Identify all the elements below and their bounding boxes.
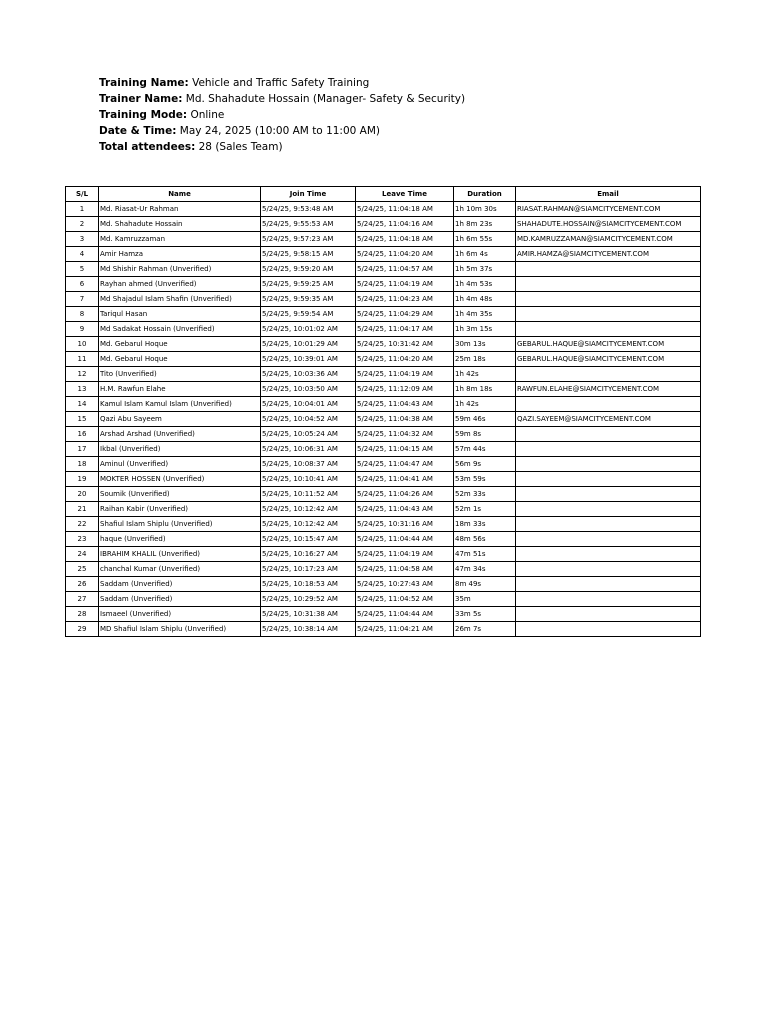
- cell-name: IBRAHIM KHALIL (Unverified): [99, 547, 261, 562]
- cell-name: Md. Gebarul Hoque: [99, 337, 261, 352]
- cell-leave-time: 5/24/25, 10:31:16 AM: [356, 517, 454, 532]
- cell-leave-time: 5/24/25, 11:04:20 AM: [356, 247, 454, 262]
- cell-email: AMIR.HAMZA@SIAMCITYCEMENT.COM: [516, 247, 701, 262]
- cell-leave-time: 5/24/25, 11:04:18 AM: [356, 202, 454, 217]
- table-row: [66, 577, 701, 592]
- cell-email: RAWFUN.ELAHE@SIAMCITYCEMENT.COM: [516, 382, 701, 397]
- training-name-value: Vehicle and Traffic Safety Training: [192, 77, 370, 89]
- table-row: [66, 232, 701, 247]
- table-row: [66, 352, 701, 367]
- cell-email: [516, 457, 701, 472]
- training-info: [99, 75, 465, 155]
- cell-email: [516, 622, 701, 637]
- cell-name: Md Shajadul Islam Shafin (Unverified): [99, 292, 261, 307]
- cell-sl: 25: [66, 562, 99, 577]
- cell-sl: 14: [66, 397, 99, 412]
- trainer-name-value: Md. Shahadute Hossain (Manager- Safety & Security): [185, 93, 466, 105]
- cell-name: Md. Shahadute Hossain: [99, 217, 261, 232]
- cell-sl: 19: [66, 472, 99, 487]
- cell-name: Md. Gebarul Hoque: [99, 352, 261, 367]
- cell-name: Ismaeel (Unverified): [99, 607, 261, 622]
- attendees-label: Total attendees:: [99, 141, 196, 153]
- table-row: [66, 292, 701, 307]
- cell-email: [516, 442, 701, 457]
- cell-leave-time: 5/24/25, 11:04:23 AM: [356, 292, 454, 307]
- table-row: [66, 427, 701, 442]
- cell-sl: 10: [66, 337, 99, 352]
- cell-leave-time: 5/24/25, 11:04:15 AM: [356, 442, 454, 457]
- cell-join-time: 5/24/25, 10:31:38 AM: [261, 607, 356, 622]
- table-row: [66, 322, 701, 337]
- cell-duration: 1h 42s: [454, 397, 516, 412]
- table-row: [66, 262, 701, 277]
- table-row: [66, 307, 701, 322]
- cell-leave-time: 5/24/25, 11:04:16 AM: [356, 217, 454, 232]
- cell-leave-time: 5/24/25, 11:04:41 AM: [356, 472, 454, 487]
- cell-leave-time: 5/24/25, 11:04:19 AM: [356, 277, 454, 292]
- cell-duration: 1h 4m 35s: [454, 307, 516, 322]
- cell-sl: 11: [66, 352, 99, 367]
- cell-join-time: 5/24/25, 10:04:52 AM: [261, 412, 356, 427]
- cell-leave-time: 5/24/25, 10:27:43 AM: [356, 577, 454, 592]
- cell-duration: 59m 8s: [454, 427, 516, 442]
- cell-sl: 6: [66, 277, 99, 292]
- datetime-line: [99, 123, 465, 139]
- table-row: [66, 487, 701, 502]
- cell-duration: 25m 18s: [454, 352, 516, 367]
- cell-name: MD Shafiul Islam Shiplu (Unverified): [99, 622, 261, 637]
- cell-sl: 28: [66, 607, 99, 622]
- cell-duration: 57m 44s: [454, 442, 516, 457]
- cell-email: [516, 262, 701, 277]
- cell-email: GEBARUL.HAQUE@SIAMCITYCEMENT.COM: [516, 337, 701, 352]
- cell-join-time: 5/24/25, 10:03:50 AM: [261, 382, 356, 397]
- cell-join-time: 5/24/25, 10:10:41 AM: [261, 472, 356, 487]
- cell-join-time: 5/24/25, 10:15:47 AM: [261, 532, 356, 547]
- training-mode-line: [99, 107, 465, 123]
- cell-join-time: 5/24/25, 10:39:01 AM: [261, 352, 356, 367]
- cell-join-time: 5/24/25, 10:01:29 AM: [261, 337, 356, 352]
- cell-leave-time: 5/24/25, 11:04:44 AM: [356, 607, 454, 622]
- cell-email: [516, 517, 701, 532]
- cell-sl: 12: [66, 367, 99, 382]
- cell-sl: 18: [66, 457, 99, 472]
- cell-join-time: 5/24/25, 10:16:27 AM: [261, 547, 356, 562]
- cell-duration: 1h 8m 23s: [454, 217, 516, 232]
- cell-email: [516, 427, 701, 442]
- cell-join-time: 5/24/25, 9:59:20 AM: [261, 262, 356, 277]
- cell-sl: 21: [66, 502, 99, 517]
- cell-leave-time: 5/24/25, 11:04:21 AM: [356, 622, 454, 637]
- cell-sl: 24: [66, 547, 99, 562]
- cell-join-time: 5/24/25, 9:59:25 AM: [261, 277, 356, 292]
- cell-leave-time: 5/24/25, 11:04:58 AM: [356, 562, 454, 577]
- cell-duration: 1h 8m 18s: [454, 382, 516, 397]
- cell-leave-time: 5/24/25, 11:04:26 AM: [356, 487, 454, 502]
- table-row: [66, 367, 701, 382]
- cell-leave-time: 5/24/25, 11:04:32 AM: [356, 427, 454, 442]
- cell-name: Raihan Kabir (Unverified): [99, 502, 261, 517]
- table-row: [66, 622, 701, 637]
- column-header-join-time: Join Time: [261, 187, 356, 202]
- cell-sl: 20: [66, 487, 99, 502]
- cell-join-time: 5/24/25, 9:55:53 AM: [261, 217, 356, 232]
- cell-sl: 5: [66, 262, 99, 277]
- cell-leave-time: 5/24/25, 10:31:42 AM: [356, 337, 454, 352]
- cell-join-time: 5/24/25, 10:05:24 AM: [261, 427, 356, 442]
- cell-name: Md Sadakat Hossain (Unverified): [99, 322, 261, 337]
- cell-join-time: 5/24/25, 10:12:42 AM: [261, 517, 356, 532]
- cell-email: QAZI.SAYEEM@SIAMCITYCEMENT.COM: [516, 412, 701, 427]
- cell-leave-time: 5/24/25, 11:04:20 AM: [356, 352, 454, 367]
- cell-duration: 30m 13s: [454, 337, 516, 352]
- training-name-line: [99, 75, 465, 91]
- cell-duration: 1h 10m 30s: [454, 202, 516, 217]
- cell-join-time: 5/24/25, 9:59:54 AM: [261, 307, 356, 322]
- cell-name: Tito (Unverified): [99, 367, 261, 382]
- table-row: [66, 202, 701, 217]
- cell-name: Amir Hamza: [99, 247, 261, 262]
- cell-duration: 1h 3m 15s: [454, 322, 516, 337]
- cell-leave-time: 5/24/25, 11:04:52 AM: [356, 592, 454, 607]
- cell-sl: 17: [66, 442, 99, 457]
- cell-email: [516, 322, 701, 337]
- cell-join-time: 5/24/25, 10:29:52 AM: [261, 592, 356, 607]
- datetime-value: May 24, 2025 (10:00 AM to 11:00 AM): [179, 125, 381, 137]
- cell-leave-time: 5/24/25, 11:04:57 AM: [356, 262, 454, 277]
- table-row: [66, 337, 701, 352]
- table-row: [66, 412, 701, 427]
- column-header-sl: S/L: [66, 187, 99, 202]
- cell-email: [516, 307, 701, 322]
- cell-sl: 26: [66, 577, 99, 592]
- cell-leave-time: 5/24/25, 11:04:18 AM: [356, 232, 454, 247]
- cell-join-time: 5/24/25, 10:18:53 AM: [261, 577, 356, 592]
- cell-duration: 1h 6m 55s: [454, 232, 516, 247]
- cell-sl: 15: [66, 412, 99, 427]
- cell-email: [516, 562, 701, 577]
- cell-leave-time: 5/24/25, 11:04:19 AM: [356, 367, 454, 382]
- cell-email: GEBARUL.HAQUE@SIAMCITYCEMENT.COM: [516, 352, 701, 367]
- cell-duration: 59m 46s: [454, 412, 516, 427]
- cell-sl: 8: [66, 307, 99, 322]
- cell-duration: 47m 51s: [454, 547, 516, 562]
- cell-name: Md. Kamruzzaman: [99, 232, 261, 247]
- cell-leave-time: 5/24/25, 11:04:47 AM: [356, 457, 454, 472]
- cell-join-time: 5/24/25, 9:57:23 AM: [261, 232, 356, 247]
- table-row: [66, 397, 701, 412]
- cell-email: RIASAT.RAHMAN@SIAMCITYCEMENT.COM: [516, 202, 701, 217]
- table-row: [66, 457, 701, 472]
- cell-name: Soumik (Unverified): [99, 487, 261, 502]
- trainer-name-label: Trainer Name:: [99, 93, 183, 105]
- cell-join-time: 5/24/25, 10:04:01 AM: [261, 397, 356, 412]
- cell-join-time: 5/24/25, 10:17:23 AM: [261, 562, 356, 577]
- cell-sl: 9: [66, 322, 99, 337]
- cell-sl: 22: [66, 517, 99, 532]
- cell-email: [516, 397, 701, 412]
- cell-join-time: 5/24/25, 10:08:37 AM: [261, 457, 356, 472]
- cell-name: Tariqul Hasan: [99, 307, 261, 322]
- column-header-duration: Duration: [454, 187, 516, 202]
- cell-name: chanchal Kumar (Unverified): [99, 562, 261, 577]
- cell-name: Kamul Islam Kamul Islam (Unverified): [99, 397, 261, 412]
- cell-duration: 26m 7s: [454, 622, 516, 637]
- cell-name: Saddam (Unverified): [99, 577, 261, 592]
- cell-sl: 13: [66, 382, 99, 397]
- cell-name: Md Shishir Rahman (Unverified): [99, 262, 261, 277]
- table-row: [66, 472, 701, 487]
- cell-name: Aminul (Unverified): [99, 457, 261, 472]
- cell-sl: 2: [66, 217, 99, 232]
- cell-join-time: 5/24/25, 9:53:48 AM: [261, 202, 356, 217]
- cell-sl: 4: [66, 247, 99, 262]
- attendees-line: [99, 139, 465, 155]
- cell-join-time: 5/24/25, 10:38:14 AM: [261, 622, 356, 637]
- table-row: [66, 562, 701, 577]
- cell-join-time: 5/24/25, 10:01:02 AM: [261, 322, 356, 337]
- cell-duration: 18m 33s: [454, 517, 516, 532]
- cell-leave-time: 5/24/25, 11:04:43 AM: [356, 397, 454, 412]
- cell-duration: 1h 4m 48s: [454, 292, 516, 307]
- cell-sl: 7: [66, 292, 99, 307]
- attendance-table: [65, 186, 701, 637]
- cell-email: [516, 277, 701, 292]
- cell-duration: 1h 6m 4s: [454, 247, 516, 262]
- cell-duration: 8m 49s: [454, 577, 516, 592]
- cell-leave-time: 5/24/25, 11:04:38 AM: [356, 412, 454, 427]
- table-row: [66, 217, 701, 232]
- table-row: [66, 532, 701, 547]
- cell-duration: 53m 59s: [454, 472, 516, 487]
- cell-duration: 1h 5m 37s: [454, 262, 516, 277]
- cell-name: Shafiul Islam Shiplu (Unverified): [99, 517, 261, 532]
- cell-sl: 29: [66, 622, 99, 637]
- cell-email: [516, 577, 701, 592]
- cell-email: [516, 502, 701, 517]
- training-name-label: Training Name:: [99, 77, 189, 89]
- cell-leave-time: 5/24/25, 11:04:44 AM: [356, 532, 454, 547]
- column-header-email: Email: [516, 187, 701, 202]
- cell-leave-time: 5/24/25, 11:12:09 AM: [356, 382, 454, 397]
- cell-join-time: 5/24/25, 10:12:42 AM: [261, 502, 356, 517]
- cell-sl: 27: [66, 592, 99, 607]
- cell-sl: 3: [66, 232, 99, 247]
- cell-duration: 35m: [454, 592, 516, 607]
- cell-leave-time: 5/24/25, 11:04:19 AM: [356, 547, 454, 562]
- table-body: [66, 202, 701, 637]
- cell-sl: 16: [66, 427, 99, 442]
- cell-email: [516, 532, 701, 547]
- table-row: [66, 277, 701, 292]
- cell-duration: 1h 42s: [454, 367, 516, 382]
- cell-email: [516, 472, 701, 487]
- cell-duration: 52m 1s: [454, 502, 516, 517]
- cell-leave-time: 5/24/25, 11:04:29 AM: [356, 307, 454, 322]
- attendees-value: 28 (Sales Team): [198, 141, 283, 153]
- cell-name: Md. Riasat-Ur Rahman: [99, 202, 261, 217]
- cell-name: H.M. Rawfun Elahe: [99, 382, 261, 397]
- table-row: [66, 517, 701, 532]
- training-mode-value: Online: [190, 109, 225, 121]
- column-header-leave-time: Leave Time: [356, 187, 454, 202]
- cell-join-time: 5/24/25, 10:03:36 AM: [261, 367, 356, 382]
- table-row: [66, 607, 701, 622]
- cell-leave-time: 5/24/25, 11:04:17 AM: [356, 322, 454, 337]
- table-row: [66, 502, 701, 517]
- cell-name: MOKTER HOSSEN (Unverified): [99, 472, 261, 487]
- cell-sl: 23: [66, 532, 99, 547]
- cell-email: [516, 487, 701, 502]
- table-row: [66, 442, 701, 457]
- cell-email: [516, 367, 701, 382]
- cell-email: [516, 607, 701, 622]
- cell-name: Rayhan ahmed (Unverified): [99, 277, 261, 292]
- cell-email: [516, 547, 701, 562]
- training-mode-label: Training Mode:: [99, 109, 188, 121]
- column-header-name: Name: [99, 187, 261, 202]
- cell-name: Qazi Abu Sayeem: [99, 412, 261, 427]
- cell-join-time: 5/24/25, 9:58:15 AM: [261, 247, 356, 262]
- trainer-name-line: [99, 91, 465, 107]
- cell-join-time: 5/24/25, 10:11:52 AM: [261, 487, 356, 502]
- cell-duration: 33m 5s: [454, 607, 516, 622]
- cell-email: [516, 592, 701, 607]
- cell-leave-time: 5/24/25, 11:04:43 AM: [356, 502, 454, 517]
- cell-name: Ikbal (Unverified): [99, 442, 261, 457]
- cell-name: haque (Unverified): [99, 532, 261, 547]
- table-row: [66, 547, 701, 562]
- cell-email: [516, 292, 701, 307]
- table-row: [66, 247, 701, 262]
- cell-email: MD.KAMRUZZAMAN@SIAMCITYCEMENT.COM: [516, 232, 701, 247]
- cell-duration: 56m 9s: [454, 457, 516, 472]
- cell-name: Saddam (Unverified): [99, 592, 261, 607]
- table-row: [66, 592, 701, 607]
- cell-duration: 1h 4m 53s: [454, 277, 516, 292]
- cell-email: SHAHADUTE.HOSSAIN@SIAMCITYCEMENT.COM: [516, 217, 701, 232]
- cell-duration: 47m 34s: [454, 562, 516, 577]
- cell-name: Arshad Arshad (Unverified): [99, 427, 261, 442]
- cell-join-time: 5/24/25, 9:59:35 AM: [261, 292, 356, 307]
- cell-join-time: 5/24/25, 10:06:31 AM: [261, 442, 356, 457]
- datetime-label: Date & Time:: [99, 125, 177, 137]
- cell-duration: 48m 56s: [454, 532, 516, 547]
- cell-duration: 52m 33s: [454, 487, 516, 502]
- cell-sl: 1: [66, 202, 99, 217]
- table-row: [66, 382, 701, 397]
- table-header-row: [66, 187, 701, 202]
